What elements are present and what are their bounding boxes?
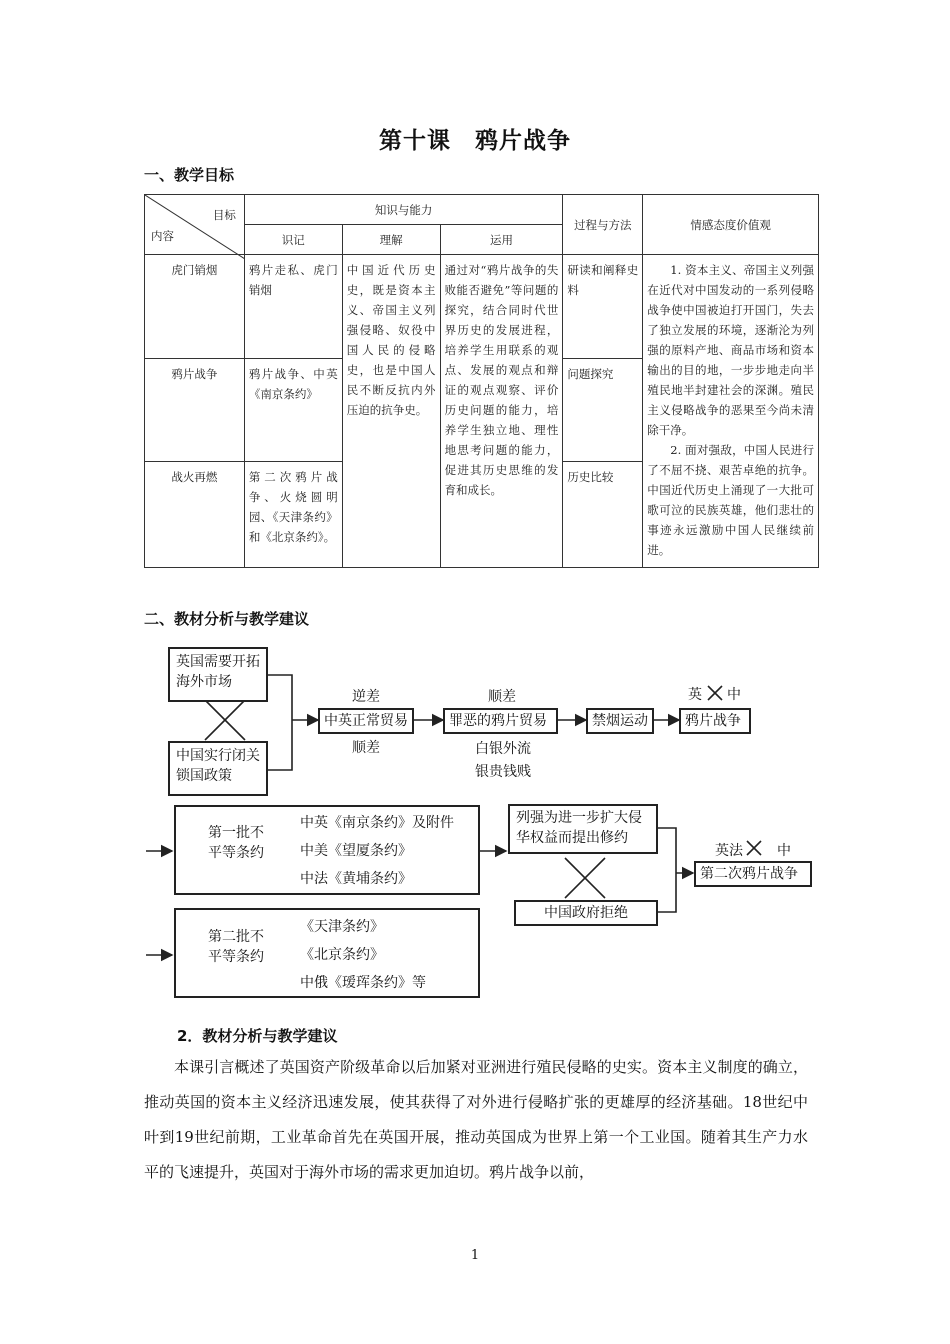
treaty-nanjing: 中英《南京条约》及附件: [300, 815, 454, 831]
section-heading-goals: 一、教学目标: [144, 166, 235, 184]
box-china-refuse: 中国政府拒绝: [514, 900, 658, 926]
emotion-point-2: 2. 面对强敌，中国人民进行了不屈不挠、艰苦卓绝的抗争。中国近代历史上涌现了一大批可歌可泣的民族英雄，他们悲壮的事迹永远激励中国人民继续前进。: [647, 443, 814, 558]
label-war2-right: 中: [777, 843, 791, 859]
row-content: 虎门销烟: [145, 255, 245, 359]
treaty-huangpu: 中法《黄埔条约》: [300, 871, 412, 887]
label-war2-left: 英法: [715, 843, 743, 859]
box-opium-trade: 罪恶的鸦片贸易: [443, 708, 558, 734]
label-war1-right: 中: [727, 687, 741, 703]
header-apply: 运用: [440, 225, 563, 255]
header-process: 过程与方法: [563, 195, 643, 255]
row-recall: 鸦片走私、虎门销烟: [244, 255, 342, 359]
header-recall: 识记: [244, 225, 342, 255]
box-normal-trade: 中英正常贸易: [318, 708, 414, 734]
box-powers-revise: 列强为进一步扩大侵华权益而提出修约: [508, 804, 658, 854]
box-ban-opium: 禁烟运动: [586, 708, 654, 734]
page-number: 1: [470, 1248, 480, 1263]
box-china-closed: 中国实行闭关锁国政策: [168, 741, 268, 796]
box-opium-war: 鸦片战争: [679, 708, 751, 734]
header-understand: 理解: [342, 225, 440, 255]
body-paragraph: 本课引言概述了英国资产阶级革命以后加紧对亚洲进行殖民侵略的史实。资本主义制度的确立，推动英国的资本主义经济迅速发展，使其获得了对外进行侵略扩张的更雄厚的经济基础。18世纪中叶到19世纪前期，工业革命首先在英国开展，推动英国成为世界上第一个工业国。随着其生产力水平的飞速提升，英国对于海外市场的需求更加迫切。鸦片战争以前，: [144, 1058, 808, 1181]
apply-cell: 通过对“鸦片战争的失败能否避免”等问题的探究，结合同时代世界历史的发展进程，培养学生用联系的观点、发展的观点和辩证的观点观察、评价历史问题的能力，培养学生独立地、理性地思考问题的能力，促进其历史思维的发育和成长。: [440, 255, 563, 568]
emotion-point-1: 1. 资本主义、帝国主义列强在近代对中国发动的一系列侵略战争使中国被迫打开国门，失去了独立发展的环境，逐渐沦为列强的原料产地、商品市场和资本输出的目的地，一步步地走向半殖民地半封建社会的深渊。殖民主义侵略战争的恶果至今尚未清除干净。: [647, 263, 814, 438]
understand-cell: 中国近代历史史，既是资本主义、帝国主义列强侵略、奴役中国人民的侵略史，也是中国人民不断反抗内外压迫的抗争史。: [342, 255, 440, 568]
row-recall: 鸦片战争、中英《南京条约》: [244, 359, 342, 461]
corner-top-label: 目标: [212, 208, 236, 222]
label-silver-out: 白银外流: [475, 741, 531, 757]
treaty-wangxia: 中美《望厦条约》: [300, 843, 412, 859]
label-surplus: 顺差: [488, 689, 516, 705]
label-batch2: 第二批不平等条约: [208, 929, 264, 965]
corner-bottom-label: 内容: [151, 229, 174, 244]
row-content: 鸦片战争: [145, 359, 245, 461]
treaty-aigun: 中俄《瑷珲条约》等: [300, 975, 426, 991]
box-britain-need: 英国需要开拓海外市场: [168, 647, 268, 702]
treaty-beijing: 《北京条约》: [300, 947, 384, 963]
header-emotion: 情感态度价值观: [643, 195, 819, 255]
label-war1-left: 英: [688, 687, 702, 703]
row-process: 问题探究: [563, 359, 643, 461]
page-title: 第十课 鸦片战争: [379, 128, 571, 154]
section-heading-analysis: 二、教材分析与教学建议: [144, 610, 310, 628]
row-recall: 第二次鸦片战争、火烧圆明园、《天津条约》和《北京条约》。: [244, 461, 342, 567]
header-knowledge: 知识与能力: [244, 195, 563, 225]
label-deficit: 逆差: [352, 689, 380, 705]
treaty-tianjin: 《天津条约》: [300, 919, 384, 935]
label-surplus-below: 顺差: [352, 740, 380, 756]
label-batch1: 第一批不平等条约: [208, 825, 264, 861]
row-process: 历史比较: [563, 461, 643, 567]
box-second-war: 第二次鸦片战争: [694, 861, 812, 887]
label-silver-cheap: 银贵钱贱: [475, 764, 531, 780]
row-content: 战火再燃: [145, 461, 245, 567]
row-process: 研读和阐释史料: [563, 255, 643, 359]
sub-heading: 2．教材分析与教学建议: [177, 1027, 338, 1045]
